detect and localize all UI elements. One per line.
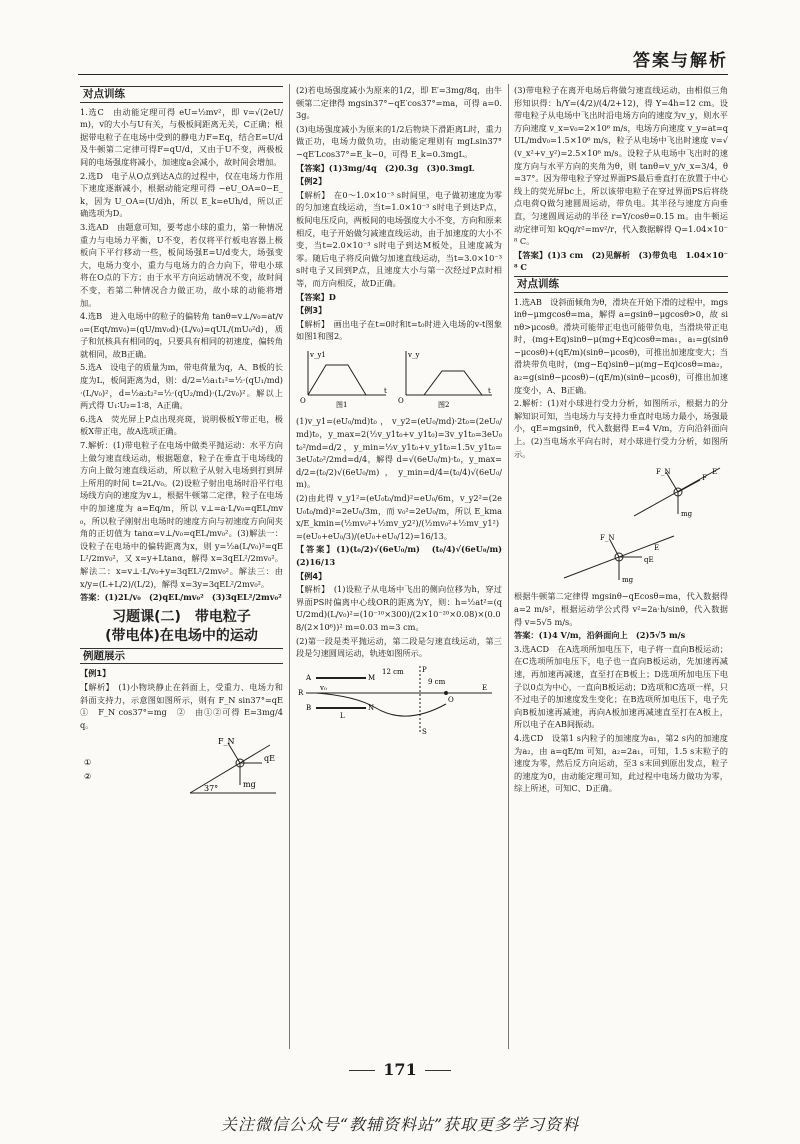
fig4-label-e: E xyxy=(482,683,488,692)
fig6-label-mg: mg xyxy=(622,575,634,584)
example-1-part-2: (2)若电场强度减小为原来的1/2，即 E′=3mg/8q，由牛顿第二定律得 mgsin37°−qE′cos37°=ma，可得 a=0.3g。 xyxy=(296,85,502,121)
example-2-answer: 【答案】D xyxy=(296,291,336,302)
incline-force-diagram xyxy=(80,735,280,799)
fig4-label-12cm: 12 cm xyxy=(382,667,404,676)
example-1-answer: 【答案】(1)3mg/4q (2)0.3g (3)0.3mgL xyxy=(296,162,475,173)
lesson-title xyxy=(80,608,283,646)
header-rule xyxy=(78,74,728,75)
column-divider-1 xyxy=(289,84,290,1049)
practice-2-answer-2: 2.解析：(1)对小球进行受力分析，如图所示，根据力的分解知识可知，当电场力与支持力垂直时电场力最小，场强最小，qE=mgsinθ，代入数据得 E=4 V/m，方向沿斜面向上。(2)当电场水平向右时，对小球进行受力分析，如图所示。 xyxy=(514,398,728,459)
page-number xyxy=(0,1060,800,1079)
practice-2-answer-3: 3.选ACD 在A选项所加电压下，电子将一直向B板运动；在C选项所加电压下，电子也一直向B板运动，先加速再减速，再加速再减速，直至打在B板上；D选项所加电压下电子以0点为中心，一直向B板运动；D选项和C选项一样，只不过电子的加速度发生变化；在B选项所加电压下，电子先向B板加速再减速，再向A板加速再减速直至打在A板上，所以电子在AB间振动。 xyxy=(514,643,728,730)
label-qe: qE xyxy=(264,754,275,764)
fig5-label-f: F xyxy=(702,474,707,483)
example-3-part-2: (2)由此得 v_y1²=(eU₀t₀/md)²=eU₀/6m，v_y2²=(2eU₀t₀/md)²=2eU₀/3m，而 v₀²=2eU₀/m，所以 E_kmax/E_kmin=(½mv₀²+½mv_y2²)/(½mv₀²+½mv_y1²)=(eU₀+eU₀/3)/(eU₀+eU₀/12)=16/13。 xyxy=(296,493,502,541)
example-3-answer: 【答案】(1)(t₀/2)√(6eU₀/m) (t₀/4)√(6eU₀/m) (2)16/13 xyxy=(296,544,511,567)
fig4-label-a: A xyxy=(306,673,312,682)
lesson-title-line-1: 习题课(二) 带电粒子 xyxy=(112,608,251,625)
fig4-label-p: P xyxy=(422,665,427,674)
fig4-label-b: B xyxy=(306,703,312,712)
fig6-label-qe: qE xyxy=(644,555,654,564)
column-right xyxy=(514,84,728,1049)
fig4-label-9cm: 9 cm xyxy=(428,677,446,686)
graph2-v-label: v_y xyxy=(408,350,420,359)
footer-note: 关注微信公众号“教辅资料站”获取更多学习资料 xyxy=(220,1115,580,1134)
incline-force-diagram-2 xyxy=(514,464,724,520)
label-angle: 37° xyxy=(204,784,219,794)
fig4-label-v0: v₀ xyxy=(320,683,327,692)
answer-6: 6.选A 荧光屏上P点出现亮斑，说明极板Y带正电，极板X带正电，故A选项正确。 xyxy=(80,413,283,437)
equation-mark-1: ① xyxy=(84,758,92,768)
graph2-caption: 图2 xyxy=(438,400,450,409)
fig6-label-e: E xyxy=(654,543,660,552)
label-fn: F_N xyxy=(218,737,235,747)
practice-2-answer-1: 1.选AB 设斜面倾角为θ，滑块在开始下滑的过程中，mgsinθ−μmgcosθ=ma，解得 a=gsinθ−μgcosθ>0，故 sinθ>μcosθ。滑块可能带正电也可能带负电，当滑块带正电时，(mg+Eq)sinθ−μ(mg+Eq)cosθ=ma₁，a₁=g(sinθ−μcosθ)+(qE/m)(sinθ−μcosθ)，可推出加速度变大；当滑块带负电时，(mg−Eq)sinθ−μ(mg−Eq)cosθ=ma₂，a₂=g(sinθ−μcosθ)−(qE/m)(sinθ−μcosθ)，可推出加速度变小，A、B正确。 xyxy=(514,296,728,395)
practice-2-answer-2-result: 答案：(1)4 V/m，沿斜面向上 (2)5√5 m/s xyxy=(514,630,686,641)
trajectory-diagram xyxy=(296,664,496,736)
example-3-text: 【解析】 画出电子在t=0时和t=t₀时进入电场的v-t图象如图1和图2。 xyxy=(296,318,502,342)
graph1-t-label: t xyxy=(384,386,387,395)
graph2-origin: O xyxy=(398,396,404,405)
example-4-answer: 【答案】(1)3 cm (2)见解析 (3)带负电 1.04×10⁻⁸ C xyxy=(514,249,728,273)
practice-2-answer-4: 4.选CD 设第1 s内粒子的加速度为a₁，第2 s内的加速度为a₂，由 a=qE/m 可知，a₂=2a₁，可知，1.5 s末粒子的速度为零，然后反方向运动，至3 s末回到原出发点，粒子的速度为0，由动能定理可知，此过程中电场力做功为零，综上所述，可知C、D正确。 xyxy=(514,732,728,794)
practice-2-answer-2-cont: 根据牛顿第二定律得 mgsinθ−qEcosθ=ma，代入数据得 a=2 m/s²，根据运动学公式得 v²=2a·h/sinθ，代入数据得 v=5√5 m/s。 xyxy=(514,591,728,627)
fig4-label-o: O xyxy=(448,695,454,704)
fig5-label-e: E xyxy=(712,468,718,477)
example-2-text: 【解析】 在0～1.0×10⁻³ s时间里，电子做初速度为零的匀加速直线运动，当t=1.0×10⁻³ s时电子到达P点，板间电压反向，两板间的电场强度大小不变，方向和原来相反，电子开始做匀减速直线运动，由于加速度的大小不变，当t=2.0×10⁻³ s时电子到达M板处，且速度减为零。随后电子将反向做匀加速直线运动，当t=3.0×10⁻³ s时电子又回到P点，且速度大小与第一次经过P点时相等，而方向相反，故D正确。 xyxy=(296,189,502,288)
fig4-label-s: S xyxy=(422,727,427,736)
fig4-label-n: N xyxy=(368,703,375,712)
answer-3: 3.选AD 由题意可知，要考虑小球的重力，第一种情况重力与电场力平衡，U不变，若仅将平行板电容器上极板向下平行移动一些，板间场强E=U/d变大，场强变大，电场力变小，重力与电场力的合力向下，带电小球将在O点的下方；由于水平方向运动情况不变，故时间不变，若第二种情况合力做正功，故小球的动能将增加。 xyxy=(80,221,283,308)
example-4-part-2: (2)第一段是类平抛运动，第二段是匀速直线运动，第三段是匀速圆周运动，轨迹如图所示。 xyxy=(296,635,502,659)
example-4-tag: 【例4】 xyxy=(296,570,327,581)
graph1-v-label: v_y1 xyxy=(310,350,326,359)
example-1-part-3: (3)电场强度减小为原来的1/2后物块下滑距离L时，重力做正功，电场力做负功，由动能定理则有 mgLsin37°−qE′Lcos37°=E_k−0，可得 E_k=0.3mgL。 xyxy=(296,123,502,159)
fig5-label-fn: F_N xyxy=(656,468,671,477)
lesson-title-line-2: (带电体)在电场中的运动 xyxy=(105,627,258,644)
example-1-text: 【解析】 (1)小物块静止在斜面上，受重力、电场力和斜面支持力，示意图如图所示，则有 F_N sin37°=qE ① F_N cos37°=mg ② 由①②可得 E=3mg/4q。 xyxy=(80,681,292,730)
column-left xyxy=(80,84,292,1049)
example-3-tag: 【例3】 xyxy=(296,305,327,316)
fig4-label-l: L xyxy=(340,711,345,720)
label-mg: mg xyxy=(243,780,256,790)
answer-7: 7.解析：(1)带电粒子在电场中做类平抛运动：水平方向上做匀速直线运动，根据题意，粒子在垂直于电场线的方向上做匀速直线运动，所以粒子从射入电场到打到屏上所用的时间 t=2L/v₀。(2)设粒子射出电场时沿平行电场线方向的速度为v⊥，根据牛顿第二定律，粒子在电场中的加速度为 a=Eq/m，所以 v⊥=a·L/v₀=qEL/mv₀，所以粒子刚射出电场时的速度方向与初速度方向间夹角的正切值为 tanα=v⊥/v₀=qEL/mv₀²。(3)解法一：设粒子在电场中的偏转距离为x，则 y=½a(L/v₀)²=qEL²/2mv₀²，又 x=y+Ltanα，解得 x=3qEL²/2mv₀²。解法二：x=v⊥·L/v₀+y=3qEL²/2mv₀²。解法三：由 x/y=(L+L/2)/(L/2)，解得 x=3y=3qEL²/2mv₀²。 xyxy=(80,440,283,589)
graph2-t-label: t xyxy=(488,386,491,395)
fig4-label-m: M xyxy=(368,673,376,682)
example-3-part-1: (1)v_y1=(eU₀/md)t₀，v_y2=(eU₀/md)·2t₀=(2eU₀/md)t₀，y_max=2(½v_y1t₀+v_y1t₀)=3v_y1t₀=3eU₀t₀²/md=d/2，y_min=½v_y1t₀+v_y1t₀=1.5v_y1t₀=3eU₀t₀²/2md=d/4，解得 d=√(6eU₀/m)·t₀，y_max=d/2=(t₀/2)√(6eU₀/m)，y_min=d/4=(t₀/4)√(6eU₀/m)。 xyxy=(296,416,502,490)
horizontal-field-diagram xyxy=(514,530,724,584)
example-4-part-3: (3)带电粒子在离开电场后将做匀速直线运动，由相似三角形知识得：h/Y=(4/2)/(4/2+12)，得 Y=4h=12 cm。设带电粒子从电场中飞出时沿电场方向的速度为v_y，则水平方向速度 v_x=v₀=2×10⁶ m/s，电场方向速度 v_y=at=qUL/mdv₀=1.5×10⁶ m/s，粒子从电场中飞出时速度 v=√(v_x²+v_y²)=2.5×10⁶ m/s。设粒子从电场中飞出时的速度方向与水平方向的夹角为θ，则 tanθ=v_y/v_x=3/4，θ=37°。因为带电粒子穿过界面PS最后垂直打在放置于中心线上的荧光屏bc上，所以该带电粒子在穿过界面PS后将绕点电荷Q做匀速圆周运动，带负电。其半径与速度方向垂直，匀速圆周运动的半径 r=Y/cosθ=0.15 m。由牛顿运动定律可知 kQq/r²=mv²/r，代入数据解得 Q=1.04×10⁻⁸ C。 xyxy=(514,85,728,247)
answer-1: 1.选C 由动能定理可得 eU=½mv²，即 v=√(2eU/m)，v的大小与U有关，与极板间距离无关，C正确；根据带电粒子在电场中受到的静电力F=Eq，结合E=U/d及牛顿第二定律可得F=qU/d，又由于U不变，两极板间的电场强度将减小，加速度a会减小，故时间会增加。 xyxy=(80,106,283,167)
example-4-text: 【解析】 (1)设粒子从电场中飞出的侧向位移为h，穿过界面PS时偏离中心线OR的距离为Y，则：h=½at²=(qU/2md)(L/v₀)²=(10⁻¹⁰×300)/(2×10⁻²⁰×0.08)×(0.08/(2×10⁶))² m=0.03 m=3 cm。 xyxy=(296,584,502,632)
vt-graphs xyxy=(296,347,496,409)
answer-4: 4.选B 进入电场中的粒子的偏转角 tanθ=v⊥/v₀=at/v₀=(Eqt/mv₀)=(qU/mv₀d)·(L/v₀)=qUL/(mU₀²d)，质子和氘核具有相同的q，只要具有相同的初速度，偏转角就相同，故B正确。 xyxy=(80,311,283,359)
answer-2: 2.选D 电子从O点到达A点的过程中，仅在电场力作用下速度逐渐减小，根据动能定理可得 −eU_OA=0−E_k，因为 U_OA=(U/d)h，所以 E_k=eUh/d，所以正确选项为D。 xyxy=(80,170,283,219)
fig4-label-r: R xyxy=(298,688,304,697)
section-title-practice: 对点训练 xyxy=(80,86,283,103)
fig5-label-mg: mg xyxy=(681,510,693,519)
column-divider-2 xyxy=(508,84,509,1049)
section-title-examples: 例题展示 xyxy=(80,648,283,665)
example-2-tag: 【例2】 xyxy=(296,176,327,187)
fig6-label-fn: F_N xyxy=(600,533,615,542)
example-1-tag: 【例1】 xyxy=(80,668,111,679)
equation-mark-2: ② xyxy=(84,772,92,782)
page-number-value: 171 xyxy=(383,1060,417,1079)
section-title-practice-2: 对点训练 xyxy=(514,276,728,293)
answer-5: 5.选A 设电子的质量为m，带电荷量为q，A、B板的长度为L，板间距离为d，则：d/2=½a₁t₁²=½·(qU₁/md)·(L/v₀)²，d=½a₂t₂²=½·(qU₂/md)·(L/2v₀)²。解以上两式得 U₁∶U₂=1∶8，A正确。 xyxy=(80,362,283,411)
answer-7-result: 答案：(1)2L/v₀ (2)qEL/mv₀² (3)3qEL²/2mv₀² xyxy=(80,592,282,603)
column-middle xyxy=(296,84,511,1049)
graph1-caption: 图1 xyxy=(336,400,348,409)
graph1-origin: O xyxy=(300,396,306,405)
header-title: 答案与解析 xyxy=(633,51,728,71)
